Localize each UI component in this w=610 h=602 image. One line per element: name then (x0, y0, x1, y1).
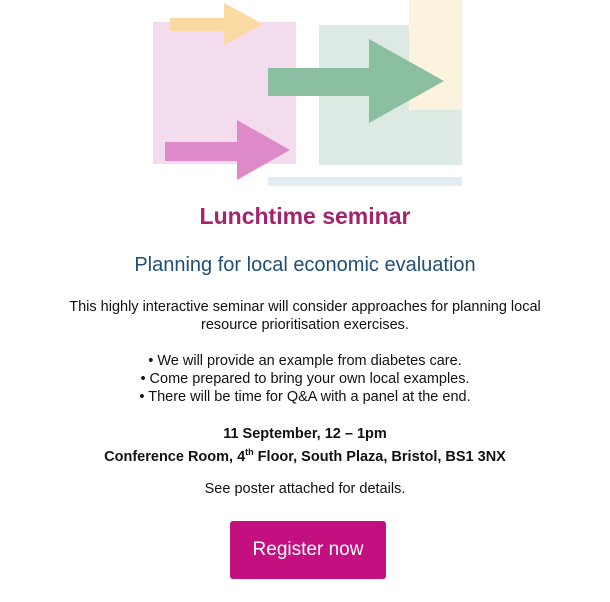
bullet-list (0, 352, 610, 406)
header-graphic (0, 0, 610, 190)
list-item: • We will provide an example from diabetes care. (148, 353, 462, 369)
arrows-illustration (0, 0, 610, 190)
event-details (0, 425, 610, 466)
list-item: • Come prepared to bring your own local examples. (140, 371, 470, 387)
list-item: • There will be time for Q&A with a panel at the end. (139, 389, 471, 405)
venue-text-1: Conference Room, 4 (104, 448, 246, 465)
venue-text-2: Floor, South Plaza, Bristol, BS1 3NX (253, 448, 506, 465)
event-venue (0, 443, 610, 466)
page-subtitle: Planning for local economic evaluation (134, 254, 476, 276)
register-button[interactable] (230, 521, 386, 579)
venue-ordinal: th (245, 447, 254, 457)
event-date-time: 11 September, 12 – 1pm (223, 426, 387, 442)
poster-note: See poster attached for details. (204, 481, 406, 497)
page-title: Lunchtime seminar (199, 203, 411, 229)
register-button-label: Register now (252, 539, 364, 560)
description-text: This highly interactive seminar will consider approaches for planning local resource prioritisation exercises. (69, 299, 541, 333)
blue-strip (268, 177, 462, 186)
